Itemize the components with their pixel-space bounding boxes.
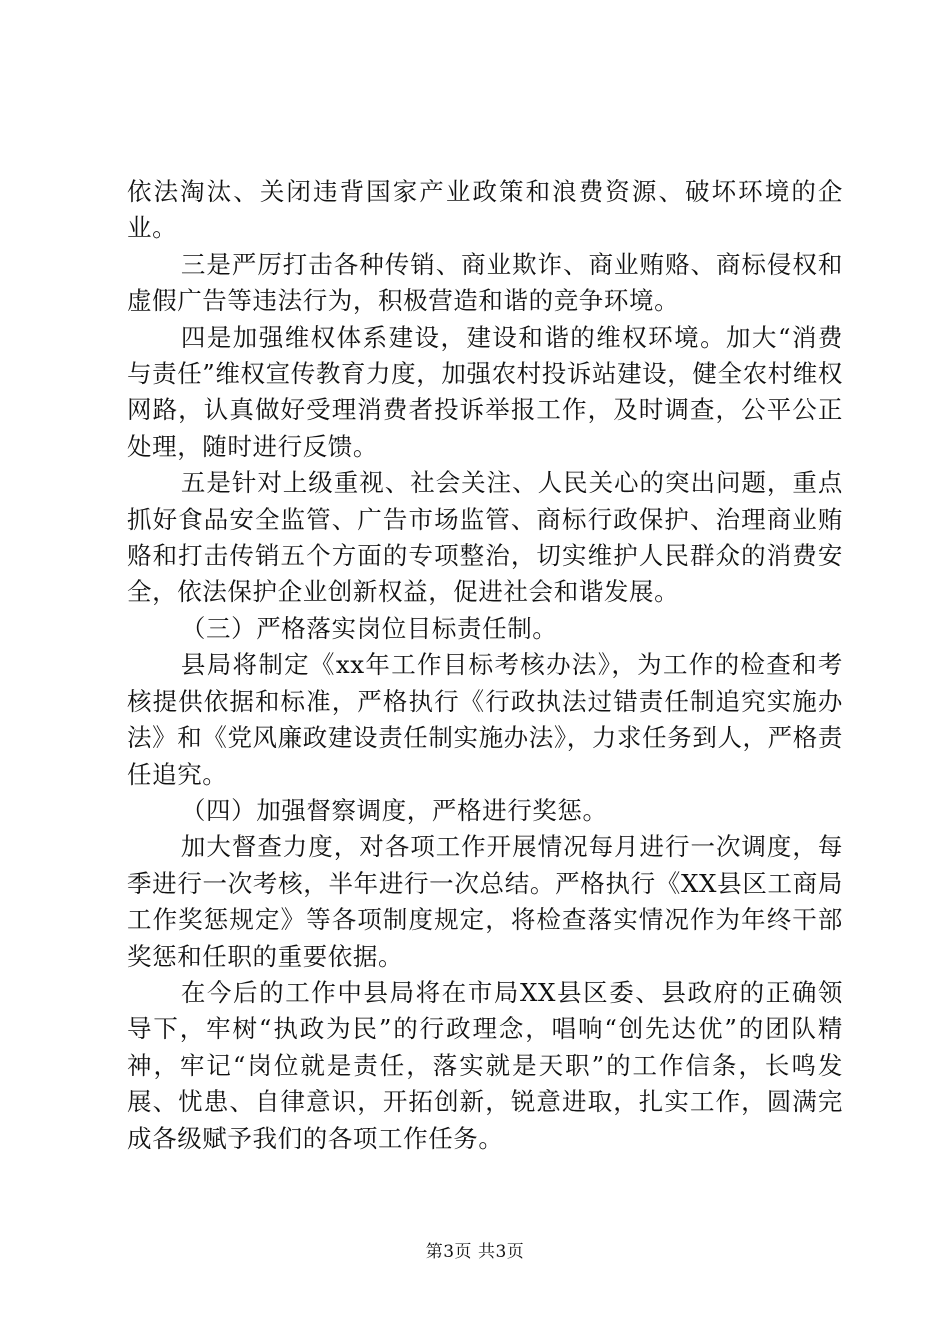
paragraph-responsibility: 县局将制定《xx年工作目标考核办法》，为工作的检查和考核提供依据和标准，严格执行《行政执法过错责任制追究实施办法》和《党风廉政建设责任制实施办法》，力求任务到人，严格责任追究。 xyxy=(127,650,843,789)
paragraph-conclusion: 在今后的工作中县局将在市局XX县区委、县政府的正确领导下，牢树“执政为民”的行政理念，唱响“创先达优”的团队精神，牢记“岗位就是责任，落实就是天职”的工作信条，长鸣发展、忧患、自律意识，开拓创新，锐意进取，扎实工作，圆满完成各级赋予我们的各项工作任务。 xyxy=(127,977,843,1153)
paragraph-item-four: 四是加强维权体系建设，建设和谐的维权环境。加大“消费与责任”维权宣传教育力度，加强农村投诉站建设，健全农村维权网路，认真做好受理消费者投诉举报工作，及时调查，公平公正处理，随时进行反馈。 xyxy=(127,322,843,461)
paragraph-supervision: 加大督查力度，对各项工作开展情况每月进行一次调度，每季进行一次考核，半年进行一次总结。严格执行《XX县区工商局工作奖惩规定》等各项制度规定，将检查落实情况作为年终干部奖惩和任职的重要依据。 xyxy=(127,832,843,971)
page-number-footer: 第3页 共3页 xyxy=(425,1242,525,1262)
paragraph-item-five: 五是针对上级重视、社会关注、人民关心的突出问题，重点抓好食品安全监管、广告市场监管、商标行政保护、治理商业贿赂和打击传销五个方面的专项整治，切实维护人民群众的消费安全，依法保护企业创新权益，促进社会和谐发展。 xyxy=(127,468,843,607)
paragraph-continuation: 依法淘汰、关闭违背国家产业政策和浪费资源、破坏环境的企业。 xyxy=(127,177,843,243)
section-heading-three: （三）严格落实岗位目标责任制。 xyxy=(180,613,558,643)
section-heading-four: （四）加强督察调度，严格进行奖惩。 xyxy=(180,795,608,825)
paragraph-item-three: 三是严厉打击各种传销、商业欺诈、商业贿赂、商标侵权和虚假广告等违法行为，积极营造和谐的竞争环境。 xyxy=(127,249,843,316)
document-body xyxy=(127,174,843,1157)
